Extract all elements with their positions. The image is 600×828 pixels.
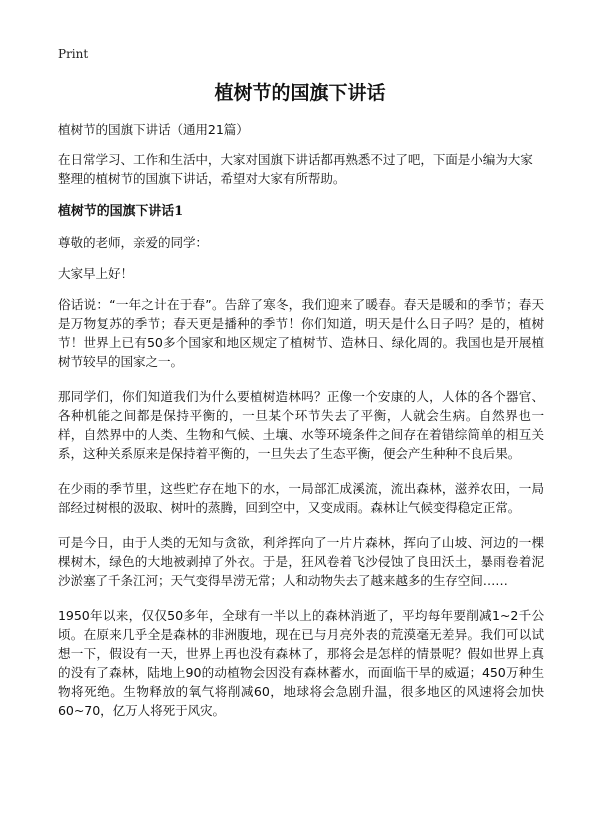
print-link[interactable]: Print (58, 47, 89, 61)
body-paragraph: 在少雨的季节里，这些贮存在地下的水，一局部汇成溪流，流出森林，滋养农田，一局部经过树根的汲取、树叶的蒸腾，回到空中，又变成雨。森林让气候变得稳定正常。 (58, 481, 544, 515)
body-paragraph: 1950年以来，仅仅50多年，全球有一半以上的森林消逝了，平均每年要削减1~2千公顷。在原来几乎全是森林的非洲腹地，现在已与月亮外表的荒漠毫无差异。我们可以试想一下，假设有一天，世界上再也没有森林了，那将会是怎样的情景呢？假如世界上真的没有了森林，陆地上90的动植物会因没有森林蓄水，而面临干旱的威逼；450万种生物将死绝。生物释放的氧气将削减60，地球将会急剧升温，很多地区的风速将会加快60~70，亿万人将死于风灾。 (58, 608, 544, 718)
body-paragraph: 那同学们，你们知道我们为什么要植树造林吗？正像一个安康的人，人体的各个器官、各种机能之间都是保持平衡的，一旦某个环节失去了平衡，人就会生病。自然界也一样，自然界中的人类、生物和气候、土壤、水等环境条件之间存在着错综简单的相互关系，这种关系原来是保持着平衡的，一旦失去了生态平衡，便会产生种种不良后果。 (58, 389, 544, 461)
section-heading: 植树节的国旗下讲话1 (58, 204, 184, 219)
intro-paragraph: 在日常学习、工作和生活中，大家对国旗下讲话都再熟悉不过了吧，下面是小编为大家整理的植树节的国旗下讲话，希望对大家有所帮助。 (58, 152, 533, 186)
body-paragraph: 俗话说：“一年之计在于春”。告辞了寒冬，我们迎来了暖春。春天是暖和的季节；春天是万物复苏的季节；春天更是播种的季节！你们知道，明天是什么日子吗？是的，植树节！世界上已有50多个国家和地区规定了植树节、造林日、绿化周的。我国也是开展植树节较早的国家之一。 (58, 297, 544, 369)
document-body (58, 120, 544, 736)
body-paragraph: 可是今日，由于人类的无知与贪欲，利斧挥向了一片片森林，挥向了山坡、河边的一棵棵树木，绿色的大地被剥掉了外衣。于是，狂风卷着飞沙侵蚀了良田沃土，暴雨卷着泥沙淤塞了千条江河；天气变得旱涝无常；人和动物失去了越来越多的生存空间…… (58, 535, 544, 588)
document-subtitle: 植树节的国旗下讲话（通用21篇） (58, 122, 249, 137)
greeting-line: 尊敬的老师，亲爱的同学： (58, 235, 208, 250)
opening-line: 大家早上好！ (58, 266, 133, 281)
page-title: 植树节的国旗下讲话 (214, 82, 386, 104)
